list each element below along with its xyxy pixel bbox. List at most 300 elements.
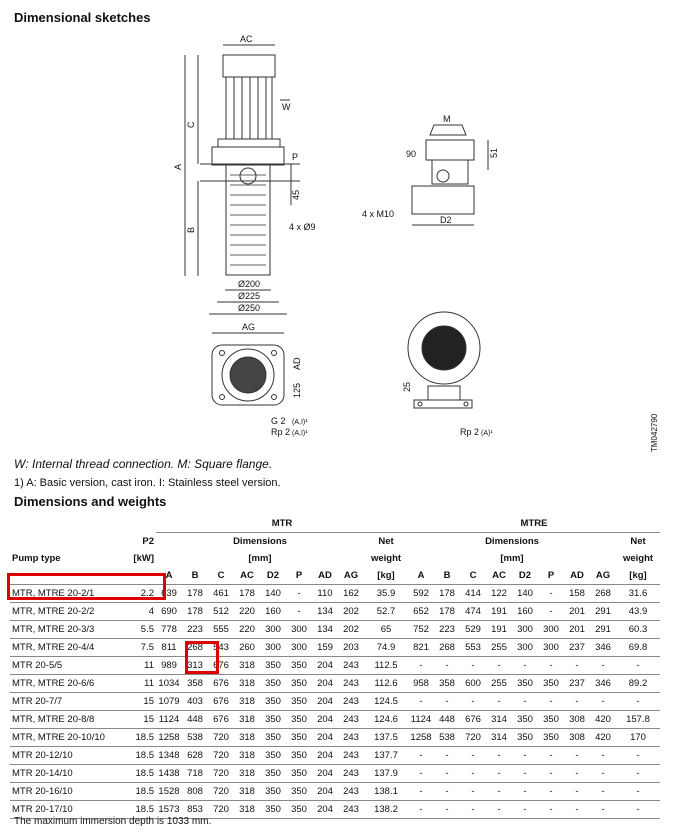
value-cell: 237 <box>564 675 590 693</box>
value-cell: 220 <box>234 603 260 621</box>
value-cell: 124.5 <box>364 693 408 711</box>
table-row <box>10 747 660 765</box>
value-cell: 811 <box>156 639 182 657</box>
value-cell: - <box>590 801 616 819</box>
svg-text:C: C <box>186 121 196 128</box>
value-cell: 676 <box>460 711 486 729</box>
value-cell: - <box>538 747 564 765</box>
svg-text:M: M <box>443 114 451 124</box>
svg-text:AC: AC <box>240 34 253 44</box>
value-cell: 350 <box>286 765 312 783</box>
value-cell: 350 <box>260 783 286 801</box>
pump-type-header: Pump type <box>12 552 61 564</box>
mtre-header: MTRE <box>408 515 660 533</box>
value-cell: 178 <box>434 585 460 603</box>
value-cell: 529 <box>460 621 486 639</box>
value-cell: 720 <box>208 765 234 783</box>
value-cell: 178 <box>182 585 208 603</box>
value-cell: 5.5 <box>128 621 156 639</box>
value-cell: 420 <box>590 729 616 747</box>
value-cell: 223 <box>182 621 208 639</box>
value-cell: - <box>538 603 564 621</box>
value-cell: 178 <box>434 603 460 621</box>
value-cell: - <box>434 657 460 675</box>
value-cell: - <box>460 693 486 711</box>
value-cell: 140 <box>512 585 538 603</box>
value-cell: 350 <box>260 675 286 693</box>
value-cell: 350 <box>260 711 286 729</box>
value-cell: - <box>616 657 660 675</box>
table-row <box>10 621 660 639</box>
svg-text:A: A <box>173 163 183 170</box>
value-cell: 204 <box>312 657 338 675</box>
value-cell: 720 <box>208 747 234 765</box>
value-cell: 160 <box>260 603 286 621</box>
value-cell: - <box>408 747 434 765</box>
value-cell: 350 <box>538 729 564 747</box>
value-cell: - <box>408 801 434 819</box>
value-cell: 18.5 <box>128 783 156 801</box>
value-cell: - <box>538 657 564 675</box>
value-cell: 204 <box>312 675 338 693</box>
value-cell: 676 <box>208 711 234 729</box>
value-cell: 65 <box>364 621 408 639</box>
value-cell: 191 <box>486 621 512 639</box>
value-cell: - <box>590 693 616 711</box>
svg-text:90: 90 <box>406 149 417 159</box>
value-cell: 260 <box>234 639 260 657</box>
value-cell: 243 <box>338 783 364 801</box>
table-row <box>10 675 660 693</box>
value-cell: 318 <box>234 783 260 801</box>
table-row <box>10 639 660 657</box>
value-cell: 318 <box>234 801 260 819</box>
value-cell: 201 <box>564 621 590 639</box>
value-cell: 538 <box>182 729 208 747</box>
value-cell: 989 <box>156 657 182 675</box>
value-cell: 318 <box>234 711 260 729</box>
value-cell: 350 <box>260 801 286 819</box>
value-cell: 89.2 <box>616 675 660 693</box>
value-cell: 170 <box>616 729 660 747</box>
value-cell: 350 <box>538 711 564 729</box>
value-cell: - <box>616 801 660 819</box>
svg-text:AG: AG <box>242 322 256 332</box>
sketch-heading: Dimensional sketches <box>14 10 151 25</box>
value-cell: 314 <box>486 711 512 729</box>
value-cell: 1258 <box>156 729 182 747</box>
value-cell: 122 <box>486 585 512 603</box>
value-cell: 718 <box>182 765 208 783</box>
pump-type-cell: MTR, MTRE 20-6/6 <box>10 675 128 693</box>
value-cell: - <box>616 783 660 801</box>
value-cell: - <box>538 693 564 711</box>
value-cell: - <box>460 765 486 783</box>
value-cell: 403 <box>182 693 208 711</box>
value-cell: 134 <box>312 603 338 621</box>
value-cell: 243 <box>338 675 364 693</box>
value-cell: 300 <box>538 621 564 639</box>
value-cell: 1438 <box>156 765 182 783</box>
value-cell: 752 <box>408 621 434 639</box>
value-cell: - <box>590 783 616 801</box>
value-cell: 512 <box>208 603 234 621</box>
value-cell: 18.5 <box>128 747 156 765</box>
svg-text:45: 45 <box>291 189 301 200</box>
value-cell: - <box>512 657 538 675</box>
pump-type-cell: MTR, MTRE 20-3/3 <box>10 621 128 639</box>
value-cell: 1124 <box>408 711 434 729</box>
value-cell: - <box>564 783 590 801</box>
value-cell: 201 <box>564 603 590 621</box>
value-cell: 157.8 <box>616 711 660 729</box>
value-cell: - <box>434 693 460 711</box>
value-cell: - <box>616 765 660 783</box>
pump-type-cell: MTR, MTRE 20-8/8 <box>10 711 128 729</box>
svg-text:Ø250: Ø250 <box>238 303 261 313</box>
value-cell: 538 <box>434 729 460 747</box>
svg-text:25: 25 <box>402 381 412 392</box>
value-cell: - <box>434 783 460 801</box>
table-row <box>10 765 660 783</box>
value-cell: - <box>460 747 486 765</box>
value-cell: 137.5 <box>364 729 408 747</box>
svg-text:B: B <box>186 226 196 233</box>
value-cell: 318 <box>234 693 260 711</box>
value-cell: - <box>590 747 616 765</box>
value-cell: 18.5 <box>128 729 156 747</box>
value-cell: - <box>590 765 616 783</box>
value-cell: 134 <box>312 621 338 639</box>
note-version: 1) A: Basic version, cast iron. I: Stainless steel version. <box>14 477 281 489</box>
pump-type-cell: MTR, MTRE 20-10/10 <box>10 729 128 747</box>
value-cell: - <box>434 747 460 765</box>
svg-text:(A,I)¹: (A,I)¹ <box>292 419 308 426</box>
value-cell: 204 <box>312 801 338 819</box>
value-cell: 204 <box>312 765 338 783</box>
value-cell: 291 <box>590 621 616 639</box>
value-cell: - <box>538 765 564 783</box>
value-cell: 1258 <box>408 729 434 747</box>
value-cell: - <box>486 801 512 819</box>
value-cell: 350 <box>286 657 312 675</box>
value-cell: - <box>564 747 590 765</box>
value-cell: 112.5 <box>364 657 408 675</box>
value-cell: 237 <box>564 639 590 657</box>
motor-cap <box>223 55 275 77</box>
value-cell: 15 <box>128 693 156 711</box>
table-row <box>10 603 660 621</box>
value-cell: 203 <box>338 639 364 657</box>
value-cell: 137.7 <box>364 747 408 765</box>
value-cell: 300 <box>512 621 538 639</box>
mtr-header: MTR <box>156 515 408 533</box>
value-cell: 350 <box>286 747 312 765</box>
value-cell: 676 <box>208 675 234 693</box>
value-cell: 448 <box>182 711 208 729</box>
value-cell: 291 <box>590 603 616 621</box>
value-cell: 350 <box>260 729 286 747</box>
value-cell: - <box>486 747 512 765</box>
value-cell: 110 <box>312 585 338 603</box>
value-cell: 74.9 <box>364 639 408 657</box>
pump-type-cell: MTR 20-17/10 <box>10 801 128 819</box>
value-cell: - <box>538 585 564 603</box>
pump-type-cell: MTR 20-12/10 <box>10 747 128 765</box>
svg-text:Ø200: Ø200 <box>238 279 261 289</box>
value-cell: 350 <box>286 783 312 801</box>
value-cell: 1573 <box>156 801 182 819</box>
value-cell: 18.5 <box>128 765 156 783</box>
svg-text:Ø225: Ø225 <box>238 291 261 301</box>
highlight-row-20-2-1 <box>7 573 166 600</box>
value-cell: - <box>616 747 660 765</box>
svg-text:(A)¹: (A)¹ <box>481 430 493 437</box>
pump-type-cell: MTR, MTRE 20-2/2 <box>10 603 128 621</box>
value-cell: 350 <box>286 729 312 747</box>
value-cell: 318 <box>234 657 260 675</box>
value-cell: 720 <box>208 801 234 819</box>
value-cell: 350 <box>512 711 538 729</box>
value-cell: - <box>564 693 590 711</box>
value-cell: 350 <box>260 765 286 783</box>
svg-text:(A,I)¹: (A,I)¹ <box>292 430 308 437</box>
value-cell: 639 <box>156 585 182 603</box>
value-cell: 652 <box>408 603 434 621</box>
value-cell: 178 <box>234 585 260 603</box>
value-cell: 268 <box>182 639 208 657</box>
value-cell: 350 <box>260 693 286 711</box>
value-cell: 448 <box>434 711 460 729</box>
value-cell: 350 <box>286 693 312 711</box>
value-cell: 314 <box>486 729 512 747</box>
highlight-cell-313 <box>185 641 219 674</box>
value-cell: 243 <box>338 801 364 819</box>
value-cell: - <box>564 801 590 819</box>
footnote: The maximum immersion depth is 1033 mm. <box>14 816 212 827</box>
value-cell: 112.6 <box>364 675 408 693</box>
value-cell: - <box>486 765 512 783</box>
value-cell: 243 <box>338 765 364 783</box>
flange <box>218 139 280 147</box>
value-cell: 350 <box>286 711 312 729</box>
value-cell: - <box>486 783 512 801</box>
value-cell: - <box>408 765 434 783</box>
value-cell: - <box>486 693 512 711</box>
value-cell: 720 <box>208 783 234 801</box>
value-cell: 35.9 <box>364 585 408 603</box>
value-cell: 243 <box>338 693 364 711</box>
value-cell: - <box>590 657 616 675</box>
value-cell: 318 <box>234 765 260 783</box>
value-cell: 204 <box>312 711 338 729</box>
value-cell: 202 <box>338 621 364 639</box>
value-cell: 720 <box>208 729 234 747</box>
value-cell: 543 <box>208 639 234 657</box>
value-cell: 1124 <box>156 711 182 729</box>
pump-type-cell: MTR 20-16/10 <box>10 783 128 801</box>
value-cell: 853 <box>182 801 208 819</box>
coupling <box>212 147 284 165</box>
value-cell: 202 <box>338 603 364 621</box>
value-cell: 191 <box>486 603 512 621</box>
value-cell: 69.8 <box>616 639 660 657</box>
value-cell: - <box>486 657 512 675</box>
table-row <box>10 783 660 801</box>
value-cell: 220 <box>234 621 260 639</box>
svg-text:Rp 2: Rp 2 <box>460 427 480 437</box>
pump-type-cell: MTR 20-7/7 <box>10 693 128 711</box>
value-cell: 160 <box>512 603 538 621</box>
value-cell: 313 <box>182 657 208 675</box>
value-cell: 138.1 <box>364 783 408 801</box>
value-cell: 300 <box>286 639 312 657</box>
value-cell: 204 <box>312 729 338 747</box>
value-cell: 958 <box>408 675 434 693</box>
svg-text:G 2: G 2 <box>271 416 286 426</box>
value-cell: 60.3 <box>616 621 660 639</box>
value-cell: 350 <box>538 675 564 693</box>
value-cell: - <box>408 693 434 711</box>
value-cell: 414 <box>460 585 486 603</box>
value-cell: 350 <box>286 675 312 693</box>
value-cell: - <box>434 765 460 783</box>
value-cell: 808 <box>182 783 208 801</box>
svg-text:AD: AD <box>292 357 302 370</box>
value-cell: - <box>512 783 538 801</box>
value-cell: 350 <box>286 801 312 819</box>
value-cell: 592 <box>408 585 434 603</box>
value-cell: 158 <box>564 585 590 603</box>
value-cell: 778 <box>156 621 182 639</box>
note-thread: W: Internal thread connection. M: Square flange. <box>14 457 273 471</box>
value-cell: 43.9 <box>616 603 660 621</box>
value-cell: 1034 <box>156 675 182 693</box>
svg-text:P: P <box>292 152 299 162</box>
value-cell: 255 <box>486 639 512 657</box>
svg-text:W: W <box>282 102 291 112</box>
value-cell: 346 <box>590 639 616 657</box>
svg-text:125: 125 <box>292 382 302 398</box>
value-cell: 300 <box>512 639 538 657</box>
value-cell: 204 <box>312 693 338 711</box>
value-cell: 162 <box>338 585 364 603</box>
table-row <box>10 657 660 675</box>
value-cell: - <box>616 693 660 711</box>
value-cell: 676 <box>208 693 234 711</box>
value-cell: - <box>538 783 564 801</box>
value-cell: 676 <box>208 657 234 675</box>
value-cell: - <box>512 765 538 783</box>
value-cell: 350 <box>512 729 538 747</box>
value-cell: - <box>286 603 312 621</box>
value-cell: 1528 <box>156 783 182 801</box>
value-cell: 300 <box>260 621 286 639</box>
value-cell: 1079 <box>156 693 182 711</box>
value-cell: 4 <box>128 603 156 621</box>
value-cell: 178 <box>182 603 208 621</box>
value-cell: 821 <box>408 639 434 657</box>
value-cell: 31.6 <box>616 585 660 603</box>
value-cell: 140 <box>260 585 286 603</box>
value-cell: 15 <box>128 711 156 729</box>
value-cell: - <box>434 801 460 819</box>
value-cell: 720 <box>460 729 486 747</box>
table-row <box>10 711 660 729</box>
value-cell: 300 <box>260 639 286 657</box>
value-cell: 461 <box>208 585 234 603</box>
value-cell: 420 <box>590 711 616 729</box>
value-cell: - <box>538 801 564 819</box>
value-cell: 350 <box>512 675 538 693</box>
value-cell: - <box>512 693 538 711</box>
value-cell: 52.7 <box>364 603 408 621</box>
value-cell: 204 <box>312 783 338 801</box>
svg-text:4 x M10: 4 x M10 <box>362 209 395 219</box>
dimensions-table: MTR MTRE Pump type P2 Dimensions Net Dimensions Net [kW] [mm] weight [mm] weight A B C AC D2 P AD AG [kg] A B C AC D2 P AD AG [kg] MTR, MTRE 20-2/1 2.2 639 178 461 178 140 - 110 162 35.9 592 178 414 122 140 - 158 268 31.6 MTR, MTRE 20-2/2 4 690 178 512 220 160 - 134 202 52.7 652 178 474 191 160 - 201 291 43.9 MTR, MTRE 20-3/3 5.5 778 223 555 220 300 300 134 202 65 752 223 529 191 300 300 201 291 60.3 MTR, MTRE 20-4/4 7.5 811 268 543 260 300 300 159 203 74.9 821 268 553 255 300 300 237 346 69.8 MTR 20-5/5 11 989 313 676 318 350 350 204 243 112.5 - - - - - - - - - MTR, MTRE 20-6/6 11 1034 358 676 318 350 350 204 243 112.6 958 358 600 255 350 350 237 346 89.2 MTR 20-7/7 15 1079 403 676 318 350 350 204 243 124.5 - - - - - - - - - MTR, MTRE 20-8/8 15 1124 448 676 318 350 350 204 243 124.6 1124 448 676 314 350 350 308 420 157.8 MTR, MTRE 20-10/10 18.5 1258 538 720 318 350 350 204 243 137.5 1258 538 720 314 350 350 308 420 170 MTR 20-12/10 18.5 1348 628 720 318 350 350 204 243 137.7 - - - - - - - - - MTR 20-14/10 18.5 1438 718 720 318 350 350 204 243 137.9 - - - - - - - - - MTR 20-16/10 18.5 1528 808 720 318 350 350 204 243 138.1 - - - - - - - - - MTR 20-17/10 18.5 1573 853 720 318 350 350 204 243 138.2 - - - - - - - - - <box>10 515 660 819</box>
value-cell: 474 <box>460 603 486 621</box>
value-cell: 268 <box>590 585 616 603</box>
value-cell: 7.5 <box>128 639 156 657</box>
pump-type-cell: MTR, MTRE 20-2/1 <box>10 585 128 603</box>
value-cell: - <box>408 783 434 801</box>
pump-type-cell: MTR 20-14/10 <box>10 765 128 783</box>
value-cell: - <box>460 801 486 819</box>
table-row <box>10 693 660 711</box>
square-flange-top <box>430 125 466 135</box>
value-cell: 318 <box>234 747 260 765</box>
value-cell: 628 <box>182 747 208 765</box>
svg-text:4 x Ø9: 4 x Ø9 <box>289 222 316 232</box>
value-cell: 137.9 <box>364 765 408 783</box>
value-cell: 243 <box>338 747 364 765</box>
value-cell: - <box>408 657 434 675</box>
value-cell: - <box>460 657 486 675</box>
value-cell: - <box>564 657 590 675</box>
value-cell: - <box>460 783 486 801</box>
svg-text:51: 51 <box>489 147 499 158</box>
value-cell: 268 <box>434 639 460 657</box>
table-heading: Dimensions and weights <box>14 494 167 509</box>
motor-body <box>226 77 272 139</box>
value-cell: 223 <box>434 621 460 639</box>
value-cell: 318 <box>234 675 260 693</box>
value-cell: 159 <box>312 639 338 657</box>
value-cell: 308 <box>564 711 590 729</box>
value-cell: 690 <box>156 603 182 621</box>
value-cell: 358 <box>182 675 208 693</box>
value-cell: 350 <box>260 657 286 675</box>
value-cell: 124.6 <box>364 711 408 729</box>
value-cell: 346 <box>590 675 616 693</box>
value-cell: 555 <box>208 621 234 639</box>
value-cell: 308 <box>564 729 590 747</box>
value-cell: 350 <box>260 747 286 765</box>
value-cell: - <box>512 747 538 765</box>
value-cell: 2.2 <box>128 585 156 603</box>
value-cell: 243 <box>338 657 364 675</box>
value-cell: 300 <box>286 621 312 639</box>
value-cell: 11 <box>128 657 156 675</box>
value-cell: 600 <box>460 675 486 693</box>
value-cell: 318 <box>234 729 260 747</box>
value-cell: 18.5 <box>128 801 156 819</box>
value-cell: - <box>564 765 590 783</box>
value-cell: 358 <box>434 675 460 693</box>
value-cell: 243 <box>338 729 364 747</box>
value-cell: 138.2 <box>364 801 408 819</box>
svg-text:D2: D2 <box>440 215 452 225</box>
